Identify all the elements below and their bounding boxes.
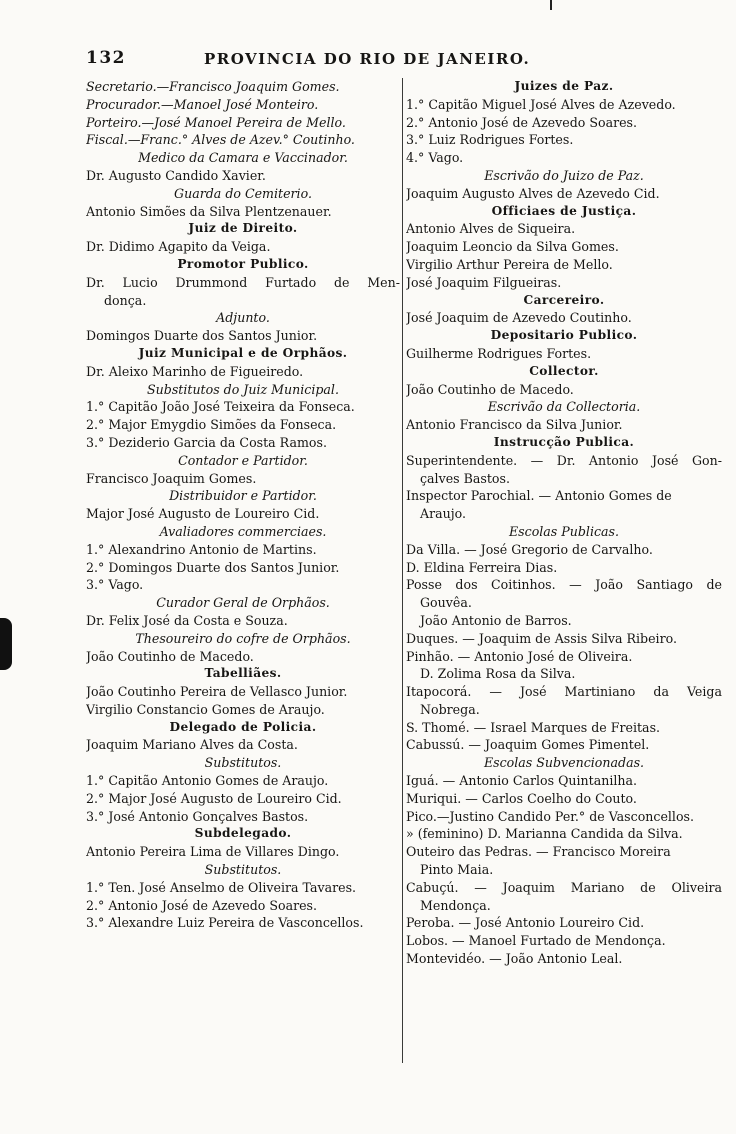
- entry-line: João Coutinho de Macedo.: [86, 648, 254, 664]
- subsection-heading: Substitutos.: [204, 862, 282, 878]
- entry-line: Araujo.: [420, 506, 467, 522]
- subsection-heading: Medico da Camara e Vaccinador.: [138, 150, 348, 166]
- entry-line: 3.° Vago.: [86, 577, 144, 593]
- office-line: Secretario.—Francisco Joaquim Gomes.: [86, 79, 340, 94]
- entry-line: Gouvêa.: [420, 595, 472, 611]
- entry-line: 3.° Alexandre Luiz Pereira de Vasconcellos.: [86, 915, 364, 931]
- page-number: 132: [86, 48, 126, 68]
- entry-line: Posse dos Coitinhos. — João Santiago de: [406, 577, 722, 593]
- entry-line: Joaquim Augusto Alves de Azevedo Cid.: [406, 185, 660, 201]
- subsection-heading: Escrivão do Juizo de Paz.: [484, 167, 644, 183]
- entry-line: 2.° Domingos Duarte dos Santos Junior.: [86, 559, 340, 575]
- entry-line: João Coutinho de Macedo.: [406, 381, 574, 397]
- entry-line: Cabussú. — Joaquim Gomes Pimentel.: [406, 737, 650, 753]
- section-heading: Officiaes de Justiça.: [491, 203, 637, 218]
- section-heading: Juizes de Paz.: [514, 79, 614, 93]
- entry-line: 4.° Vago.: [406, 150, 464, 166]
- left-column: [86, 78, 400, 932]
- section-heading: Juiz Municipal e de Orphãos.: [138, 345, 348, 360]
- entry-line: 1.° Capitão Miguel José Alves de Azevedo.: [406, 96, 676, 112]
- subsection-heading: Escrivão da Collectoria.: [487, 399, 641, 415]
- entry-line: Virgilio Arthur Pereira de Mello.: [406, 256, 613, 272]
- subsection-heading: Adjunto.: [216, 310, 270, 326]
- entry-line: Antonio Francisco da Silva Junior.: [406, 417, 623, 433]
- entry-line: 1.° Ten. José Anselmo de Oliveira Tavares.: [86, 879, 357, 895]
- entry-line: Iguá. — Antonio Carlos Quintanilha.: [406, 773, 638, 789]
- entry-line: Nobrega.: [420, 701, 480, 717]
- section-heading: Subdelegado.: [194, 826, 292, 841]
- section-heading: Promotor Publico.: [177, 256, 309, 271]
- subsection-heading: Escolas Subvencionadas.: [483, 755, 645, 771]
- entry-line: Cabuçú. — Joaquim Mariano de Oliveira: [406, 879, 722, 895]
- entry-line: Guilherme Rodrigues Fortes.: [406, 345, 592, 361]
- entry-line: Da Villa. — José Gregorio de Carvalho.: [406, 541, 653, 557]
- binding-mark: [0, 618, 12, 670]
- section-heading: Juiz de Direito.: [188, 221, 298, 236]
- section-heading: Carcereiro.: [523, 292, 605, 307]
- section-heading: Depositario Publico.: [490, 328, 638, 343]
- entry-line: Peroba. — José Antonio Loureiro Cid.: [406, 915, 645, 931]
- entry-line: Montevidéo. — João Antonio Leal.: [406, 951, 623, 967]
- entry-line: José Joaquim Filgueiras.: [406, 274, 562, 290]
- page-title: PROVINCIA DO RIO DE JANEIRO.: [204, 50, 531, 68]
- entry-line: » (feminino) D. Marianna Candida da Silva.: [406, 826, 683, 842]
- entry-line: Superintendente. — Dr. Antonio José Gon-: [406, 452, 722, 468]
- entry-line: 3.° José Antonio Gonçalves Bastos.: [86, 808, 309, 824]
- entry-line: 1.° Capitão João José Teixeira da Fonseca.: [86, 399, 355, 415]
- entry-line: Joaquim Leoncio da Silva Gomes.: [406, 239, 619, 255]
- entry-line: João Antonio de Barros.: [420, 612, 572, 628]
- subsection-heading: Guarda do Cemiterio.: [174, 185, 312, 201]
- entry-line: 1.° Capitão Antonio Gomes de Araujo.: [86, 773, 329, 789]
- subsection-heading: Thesoureiro do cofre de Orphãos.: [135, 630, 351, 646]
- subsection-heading: Escolas Publicas.: [508, 523, 620, 539]
- entry-line: Joaquim Mariano Alves da Costa.: [86, 737, 298, 753]
- subsection-heading: Substitutos.: [204, 755, 282, 771]
- entry-line: Dr. Augusto Candido Xavier.: [86, 167, 266, 183]
- right-column: [406, 78, 722, 968]
- entry-line: donça.: [104, 292, 147, 308]
- entry-line: Inspector Parochial. — Antonio Gomes de: [406, 488, 672, 504]
- entry-line: Dr. Didimo Agapito da Veiga.: [86, 239, 271, 255]
- subsection-heading: Curador Geral de Orphãos.: [156, 595, 330, 611]
- subsection-heading: Distribuidor e Partidor.: [169, 488, 317, 504]
- entry-line: Major José Augusto de Loureiro Cid.: [86, 506, 320, 522]
- entry-line: D. Zolima Rosa da Silva.: [420, 666, 576, 682]
- entry-line: Lobos. — Manoel Furtado de Mendonça.: [406, 933, 666, 949]
- section-heading: Tabelliães.: [204, 666, 282, 681]
- office-line: Procurador.—Manoel José Monteiro.: [86, 96, 319, 112]
- entry-line: José Joaquim de Azevedo Coutinho.: [406, 310, 632, 326]
- section-heading: Instrucção Publica.: [493, 434, 635, 449]
- entry-line: Pico.—Justino Candido Per.° de Vasconcellos.: [406, 808, 694, 824]
- entry-line: Antonio Alves de Siqueira.: [406, 221, 576, 237]
- entry-line: Pinhão. — Antonio José de Oliveira.: [406, 648, 633, 664]
- entry-line: çalves Bastos.: [420, 470, 510, 486]
- office-line: Fiscal.—Franc.° Alves de Azev.° Coutinho.: [86, 132, 355, 148]
- entry-line: 3.° Luiz Rodrigues Fortes.: [406, 132, 574, 148]
- entry-line: 2.° Antonio José de Azevedo Soares.: [86, 897, 318, 913]
- entry-line: Dr. Lucio Drummond Furtado de Men-: [86, 274, 400, 290]
- entry-line: Muriqui. — Carlos Coelho do Couto.: [406, 790, 637, 806]
- office-line: Porteiro.—José Manoel Pereira de Mello.: [86, 114, 346, 130]
- entry-line: Domingos Duarte dos Santos Junior.: [86, 328, 318, 344]
- subsection-heading: Avaliadores commerciaes.: [159, 523, 327, 539]
- entry-line: 2.° Major José Augusto de Loureiro Cid.: [86, 790, 342, 806]
- entry-line: 2.° Antonio José de Azevedo Soares.: [406, 114, 638, 130]
- entry-line: Dr. Aleixo Marinho de Figueiredo.: [86, 363, 304, 379]
- entry-line: S. Thomé. — Israel Marques de Freitas.: [406, 719, 661, 735]
- entry-line: Pinto Maia.: [420, 862, 494, 878]
- section-heading: Collector.: [529, 363, 599, 378]
- page-header: [86, 48, 722, 72]
- subsection-heading: Contador e Partidor.: [178, 452, 308, 468]
- entry-line: Antonio Pereira Lima de Villares Dingo.: [86, 844, 340, 860]
- entry-line: Antonio Simões da Silva Plentzenauer.: [86, 203, 332, 219]
- entry-line: D. Eldina Ferreira Dias.: [406, 559, 558, 575]
- column-divider: [402, 78, 403, 1063]
- subsection-heading: Substitutos do Juiz Municipal.: [147, 381, 339, 397]
- ink-mark: [550, 0, 552, 10]
- entry-line: 1.° Alexandrino Antonio de Martins.: [86, 541, 317, 557]
- entry-line: Itapocorá. — José Martiniano da Veiga: [406, 684, 722, 700]
- entry-line: Mendonça.: [420, 897, 491, 913]
- entry-line: João Coutinho Pereira de Vellasco Junior.: [86, 684, 348, 700]
- section-heading: Delegado de Policia.: [169, 719, 317, 734]
- entry-line: 2.° Major Emygdio Simões da Fonseca.: [86, 417, 337, 433]
- entry-line: Outeiro das Pedras. — Francisco Moreira: [406, 844, 671, 860]
- entry-line: Dr. Felix José da Costa e Souza.: [86, 612, 288, 628]
- entry-line: Virgilio Constancio Gomes de Araujo.: [86, 701, 325, 717]
- entry-line: 3.° Deziderio Garcia da Costa Ramos.: [86, 434, 327, 450]
- entry-line: Duques. — Joaquim de Assis Silva Ribeiro.: [406, 630, 677, 646]
- entry-line: Francisco Joaquim Gomes.: [86, 470, 257, 486]
